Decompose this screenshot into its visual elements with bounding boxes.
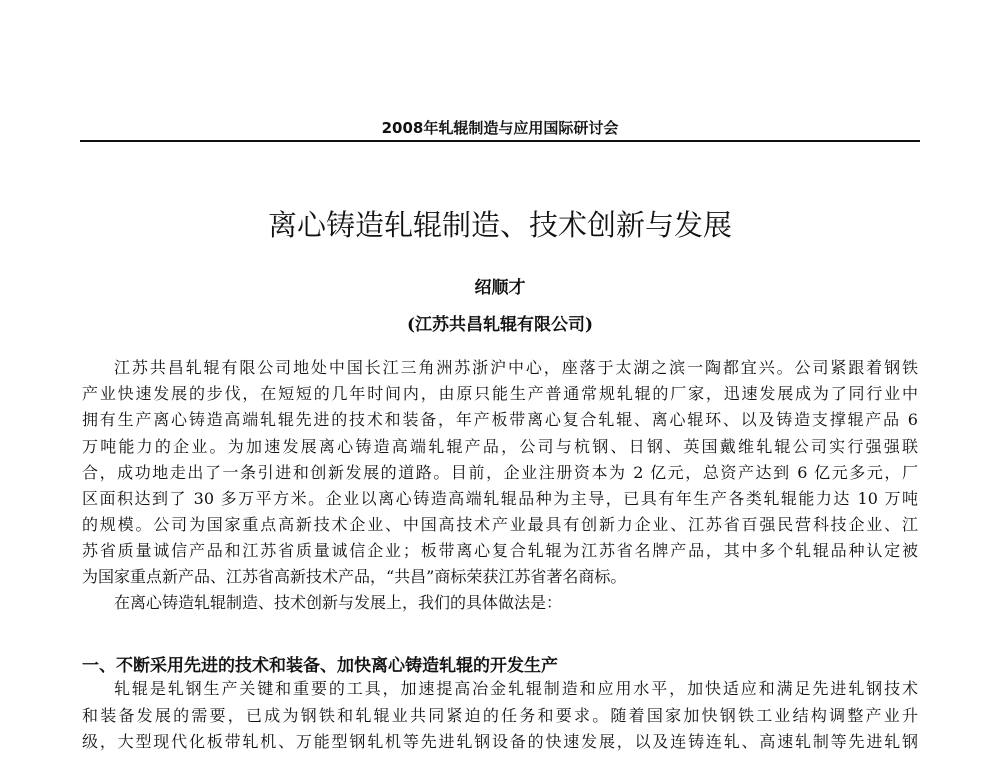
body-line: 和装备发展的需要，已成为钢铁和轧辊业共同紧迫的任务和要求。随着国家加快钢铁工业结构调整产业升	[82, 706, 918, 725]
body-line: 轧辊是轧钢生产关键和重要的工具，加速提高冶金轧辊制造和应用水平，加快适应和满足先进轧钢技术	[114, 679, 918, 698]
body-line: 为国家重点新产品、江苏省高新技术产品，“共昌”商标荣获江苏省著名商标。	[82, 567, 627, 586]
running-header: 2008年轧辊制造与应用国际研讨会	[381, 119, 619, 137]
body-line: 合，成功地走出了一条引进和创新发展的道路。目前，企业注册资本为 2 亿元，总资产达到 6 亿元多元，厂	[82, 463, 918, 482]
body-line: 级，大型现代化板带轧机、万能型钢轧机等先进轧钢设备的快速发展，以及连铸连轧、高速轧制等先进轧钢	[82, 732, 918, 751]
section-heading: 一、不断采用先进的技术和装备、加快离心铸造轧辊的开发生产	[82, 656, 558, 676]
body-line: 拥有生产离心铸造高端轧辊先进的技术和装备，年产板带离心复合轧辊、离心辊环、以及铸造支撑辊产品 6	[82, 410, 918, 429]
body-line: 万吨能力的企业。为加速发展离心铸造高端轧辊产品，公司与杭钢、日钢、英国戴维轧辊公司实行强强联	[82, 437, 918, 456]
header-rule	[80, 140, 920, 142]
body-line: 江苏共昌轧辊有限公司地处中国长江三角洲苏浙沪中心，座落于太湖之滨一陶都宜兴。公司紧跟着钢铁	[114, 358, 918, 377]
body-line: 的规模。公司为国家重点高新技术企业、中国高技术产业最具有创新力企业、江苏省百强民营科技企业、江	[82, 515, 918, 534]
affiliation: (江苏共昌轧辊有限公司)	[406, 315, 594, 335]
paper-title: 离心铸造轧辊制造、技术创新与发展	[267, 208, 732, 242]
body-line: 区面积达到了 30 多万平方米。企业以离心铸造高端轧辊品种为主导，已具有年生产各类轧辊能力达 10 万吨	[82, 489, 918, 508]
author: 绍顺才	[474, 278, 526, 298]
body-line: 苏省质量诚信产品和江苏省质量诚信企业；板带离心复合轧辊为江苏省名牌产品，其中多个轧辊品种认定被	[82, 541, 918, 560]
body-line: 产业快速发展的步伐，在短短的几年时间内，由原只能生产普通常规轧辊的厂家，迅速发展成为了同行业中	[82, 384, 918, 403]
body-line: 在离心铸造轧辊制造、技术创新与发展上，我们的具体做法是：	[114, 593, 563, 612]
